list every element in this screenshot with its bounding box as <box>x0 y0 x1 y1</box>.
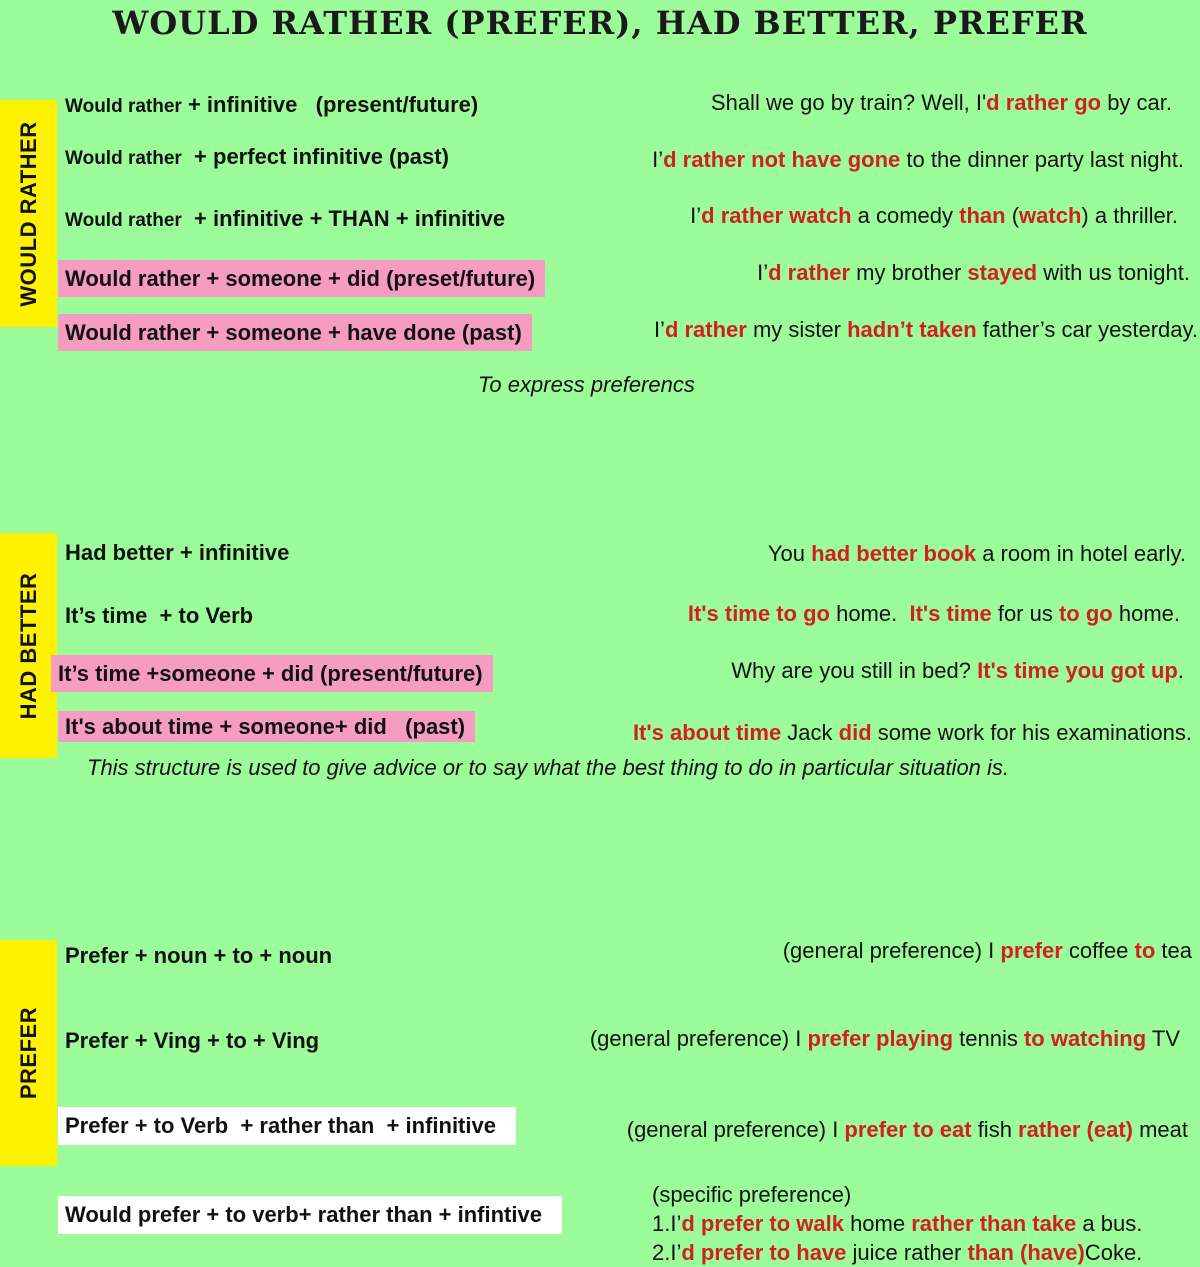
rule-prefer-noun-to-noun: Prefer + noun + to + noun <box>65 943 333 968</box>
rule-would-rather-than: Would rather + infinitive + THAN + infinitive <box>65 206 506 231</box>
rule-would-rather-perfect-infinitive: Would rather + perfect infinitive (past) <box>65 144 449 169</box>
example-sentence: Why are you still in bed? It's time you got up. <box>731 658 1184 683</box>
example-sentence: It's about time Jack did some work for his examinations. <box>632 720 1192 745</box>
example-sentence: You had better book a room in hotel early. <box>767 541 1186 566</box>
example-sentence: (general preference) I prefer playing tennis to watching TV <box>589 1026 1180 1051</box>
usage-note: To express preferencs <box>478 372 695 397</box>
section-label-would-rather: WOULD RATHER <box>0 100 57 327</box>
specific-preference-examples <box>652 1180 1142 1267</box>
rule-prefer-ving-to-ving: Prefer + Ving + to + Ving <box>65 1028 320 1053</box>
example-sentence: It's time to go home. It's time for us to go home. <box>687 601 1180 626</box>
example-sentence: 1.I’d prefer to walk home rather than take a bus. <box>652 1211 1143 1236</box>
example-sentence: (general preference) I prefer coffee to tea <box>782 938 1192 963</box>
rule-would-rather-someone-did: Would rather + someone + did (preset/future) <box>58 260 545 297</box>
rule-had-better-infinitive: Had better + infinitive <box>65 540 290 565</box>
rule-would-rather-someone-have-done: Would rather + someone + have done (past) <box>58 314 532 351</box>
usage-note: This structure is used to give advice or to say what the best thing to do in particular situation is. <box>87 755 1010 780</box>
section-label-had-better: HAD BETTER <box>0 533 57 758</box>
section-label-prefer: PREFER <box>0 940 57 1166</box>
rule-would-rather-infinitive: Would rather + infinitive (present/future) <box>65 92 479 117</box>
example-sentence: (general preference) I prefer to eat fish rather (eat) meat <box>626 1117 1188 1142</box>
page-title: WOULD RATHER (PREFER), HAD BETTER, PREFER <box>112 4 1088 42</box>
rule-its-about-time: It's about time + someone+ did (past) <box>58 711 475 742</box>
example-sentence: I’d rather my brother stayed with us tonight. <box>757 260 1190 285</box>
example-sentence: 2.I’d prefer to have juice rather than (have)Coke. <box>652 1240 1143 1265</box>
example-sentence: Shall we go by train? Well, I'd rather go by car. <box>710 90 1172 115</box>
example-sentence: I’d rather my sister hadn’t taken father’s car yesterday. <box>653 317 1198 342</box>
rule-prefer-to-verb-rather-than: Prefer + to Verb + rather than + infinitive <box>58 1107 516 1145</box>
example-sentence: I’d rather watch a comedy than (watch) a thriller. <box>690 203 1178 228</box>
rule-its-time-to-verb: It’s time + to Verb <box>65 603 254 628</box>
specific-preference-heading: (specific preference) <box>652 1182 852 1207</box>
rule-its-time-someone-did: It’s time +someone + did (present/future) <box>51 655 493 692</box>
example-sentence: I’d rather not have gone to the dinner party last night. <box>652 147 1184 172</box>
rule-would-prefer-to-verb: Would prefer + to verb+ rather than + infintive <box>58 1196 562 1234</box>
